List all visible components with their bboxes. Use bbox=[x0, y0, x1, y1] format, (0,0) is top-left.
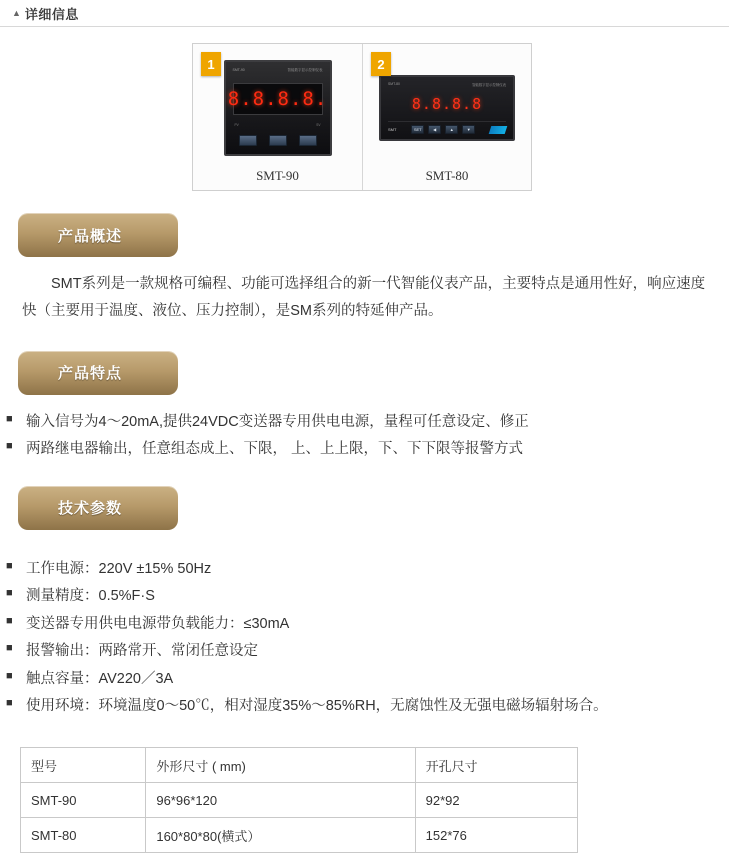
device80-key-up: ▲ bbox=[445, 125, 458, 134]
device80-key-left: ◀ bbox=[428, 125, 441, 134]
table-header-dimensions: 外形尺寸 ( mm) bbox=[146, 748, 415, 783]
list-item: ■ 变送器专用供电电源带负载能力：≤30mA bbox=[0, 611, 729, 639]
table-cell-model: SMT-90 bbox=[21, 783, 146, 818]
device80-brand-left: SMT-80 bbox=[388, 82, 400, 86]
section-heading-specs: 技术参数 bbox=[18, 486, 178, 530]
list-item: ■ 报警输出：两路常开、常闭任意设定 bbox=[0, 638, 729, 666]
device90-brand-left: SMT-90 bbox=[232, 68, 245, 72]
gallery-caption-smt90: SMT-90 bbox=[256, 168, 299, 183]
list-item: ■ 工作电源：220V ±15% 50Hz bbox=[0, 556, 729, 584]
table-row bbox=[21, 818, 578, 853]
device90-button bbox=[299, 135, 317, 146]
section-header bbox=[0, 0, 729, 27]
list-item: ■ 两路继电器输出，任意组态成上、下限， 上、上上限，下、下下限等报警方式 bbox=[0, 436, 729, 464]
gallery-caption-smt80: SMT-80 bbox=[425, 168, 469, 183]
list-item: ■ 触点容量：AV220／3A bbox=[0, 666, 729, 694]
section-heading-features: 产品特点 bbox=[18, 351, 178, 395]
page-content bbox=[0, 43, 729, 853]
device80-logo-mark bbox=[489, 126, 508, 134]
table-cell-model: SMT-80 bbox=[21, 818, 146, 853]
table-cell-dimensions: 96*96*120 bbox=[146, 783, 415, 818]
caret-up-icon: ▲ bbox=[12, 7, 21, 18]
device80-brand-right: 智能数字显示控制仪表 bbox=[472, 83, 506, 87]
page-title: 详细信息 bbox=[24, 6, 79, 22]
list-item: ■ 测量精度：0.5%F·S bbox=[0, 583, 729, 611]
gallery-badge-2: 2 bbox=[371, 52, 391, 76]
table-cell-cutout: 152*76 bbox=[415, 818, 577, 853]
overview-paragraph: SMT系列是一款规格可编程、功能可选择组合的新一代智能仪表产品，主要特点是通用性好，响应速度快（主要用于温度、液位、压力控制），是SM系列的特延伸产品。 bbox=[22, 276, 706, 319]
device90-button bbox=[269, 135, 287, 146]
device80-key-set: SET bbox=[411, 125, 424, 134]
table-cell-cutout: 92*92 bbox=[415, 783, 577, 818]
specs-list bbox=[0, 556, 729, 721]
device90-button bbox=[239, 135, 257, 146]
gallery-badge-1: 1 bbox=[201, 52, 221, 76]
device80-logo-text: SMT bbox=[388, 127, 397, 132]
features-list bbox=[0, 409, 729, 464]
device90-buttons bbox=[233, 135, 323, 148]
dimensions-table bbox=[20, 747, 578, 853]
section-heading-overview: 产品概述 bbox=[18, 213, 178, 257]
list-item: ■ 输入信号为4～20mA,提供24VDC变送器专用供电电源，量程可任意设定、修正 bbox=[0, 409, 729, 437]
device90-brand-right: 智能数字显示控制仪表 bbox=[287, 68, 323, 72]
device80-display bbox=[388, 94, 506, 113]
table-row bbox=[21, 783, 578, 818]
device90-digits: 8.8.8.8. bbox=[227, 87, 328, 110]
table-header-cutout: 开孔尺寸 bbox=[415, 748, 577, 783]
table-cell-dimensions: 160*80*80(横式） bbox=[146, 818, 415, 853]
table-header-model: 型号 bbox=[21, 748, 146, 783]
list-item: ■ 使用环境：环境温度0～50℃，相对湿度35%～85%RH，无腐蚀性及无强电磁场辐射场合。 bbox=[0, 693, 729, 721]
device80-key-down: ▼ bbox=[462, 125, 475, 134]
device90-sub-left: PV bbox=[234, 123, 239, 127]
device80-digits: 8.8.8.8 bbox=[411, 94, 483, 113]
device80-keys bbox=[411, 125, 475, 134]
table-header-row bbox=[21, 748, 578, 783]
product-gallery bbox=[192, 43, 532, 191]
device90-sub-right: SV bbox=[316, 123, 321, 127]
device90-display bbox=[227, 83, 328, 115]
